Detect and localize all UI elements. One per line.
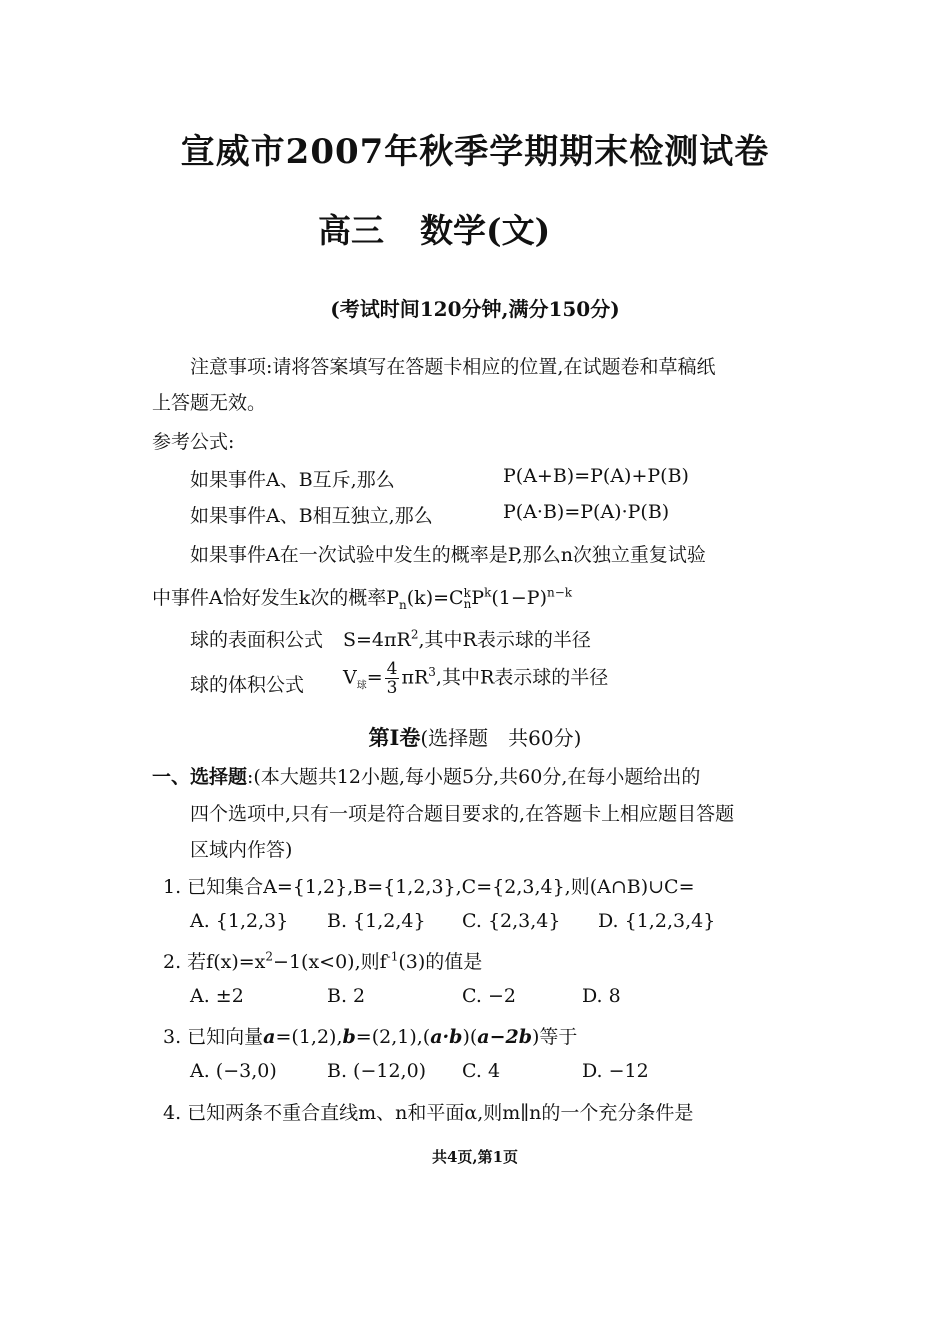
page-footer: 共4页,第1页 <box>431 1148 519 1166</box>
formula-1-expr: P(A+B)=P(A)+P(B) <box>503 465 689 487</box>
notice-line-1: 注意事项:请将答案填写在答题卡相应的位置,在试题卷和草稿纸 <box>190 356 716 378</box>
formula-2-expr: P(A·B)=P(A)·P(B) <box>503 501 670 523</box>
question-3-option-c: C. 4 <box>462 1060 501 1082</box>
subject-label: 数学(文) <box>420 211 551 250</box>
question-2-stem: 2. 若$f(x)=x^2-1(x<0)$,则$f^{-1}(3)$的值是 <box>163 949 483 973</box>
exam-subtitle <box>318 205 550 252</box>
question-3-option-b: B. (−12,0) <box>327 1060 427 1082</box>
question-1-stem: 1. 已知集合A={1,2},B={1,2,3},C={2,3,4},则(A∩B)∪C= <box>163 876 695 898</box>
question-3-option-a: A. (−3,0) <box>190 1060 277 1082</box>
question-1-option-a: A. {1,2,3} <box>190 910 289 932</box>
question-3-stem: 3. 已知向量a=(1,2),b=(2,1),(a·b)(a−2b)等于 <box>163 1026 578 1048</box>
formula-5-expr: $V_球=$ $\frac{4}{3}$ $\pi R^3$,其中R表示球的半径 <box>343 659 609 698</box>
exam-title: 宣威市2007年秋季学期期末检测试卷 <box>180 132 770 172</box>
question-2-option-c: C. −2 <box>462 985 516 1007</box>
formula-3-line-1: 如果事件A在一次试验中发生的概率是P,那么n次独立重复试验 <box>190 544 706 566</box>
question-1-option-d: D. {1,2,3,4} <box>598 910 716 932</box>
exam-info: (考试时间120分钟,满分150分) <box>330 297 620 321</box>
part-1-line-2: 四个选项中,只有一项是符合题目要求的,在答题卡上相应题目答题 <box>190 803 735 825</box>
formula-4-label: 球的表面积公式 <box>190 629 324 651</box>
question-1-option-b: B. {1,2,4} <box>327 910 426 932</box>
grade-label: 高三 <box>318 211 384 250</box>
formula-5-label: 球的体积公式 <box>190 674 305 696</box>
question-3-option-d: D. −12 <box>582 1060 649 1082</box>
formula-2-text: 如果事件A、B相互独立,那么 <box>190 505 433 527</box>
notice-line-2: 上答题无效。 <box>152 392 267 414</box>
formulas-heading: 参考公式: <box>152 431 235 453</box>
fraction-4-3: $\frac{4}{3}$ <box>386 659 398 698</box>
question-2-option-b: B. 2 <box>327 985 366 1007</box>
question-4-stem: 4. 已知两条不重合直线m、n和平面α,则m∥n的一个充分条件是 <box>163 1102 694 1124</box>
formula-1-text: 如果事件A、B互斥,那么 <box>190 469 395 491</box>
question-1-option-c: C. {2,3,4} <box>462 910 561 932</box>
question-2-option-a: A. ±2 <box>190 985 244 1007</box>
section-1-heading: 第Ⅰ卷(选择题 共60分) <box>368 725 582 750</box>
question-2-option-d: D. 8 <box>582 985 621 1007</box>
part-1-line-3: 区域内作答) <box>190 839 293 861</box>
formula-3-line-2: 中事件A恰好发生k次的概率$P_n(k)=C$ k n $P^k(1-P)^{n-k}$ <box>152 585 573 612</box>
part-1-line-1: 一、选择题:(本大题共12小题,每小题5分,共60分,在每小题给出的 <box>152 766 701 788</box>
formula-4-expr: $S=4\pi R^2$,其中R表示球的半径 <box>343 627 591 651</box>
